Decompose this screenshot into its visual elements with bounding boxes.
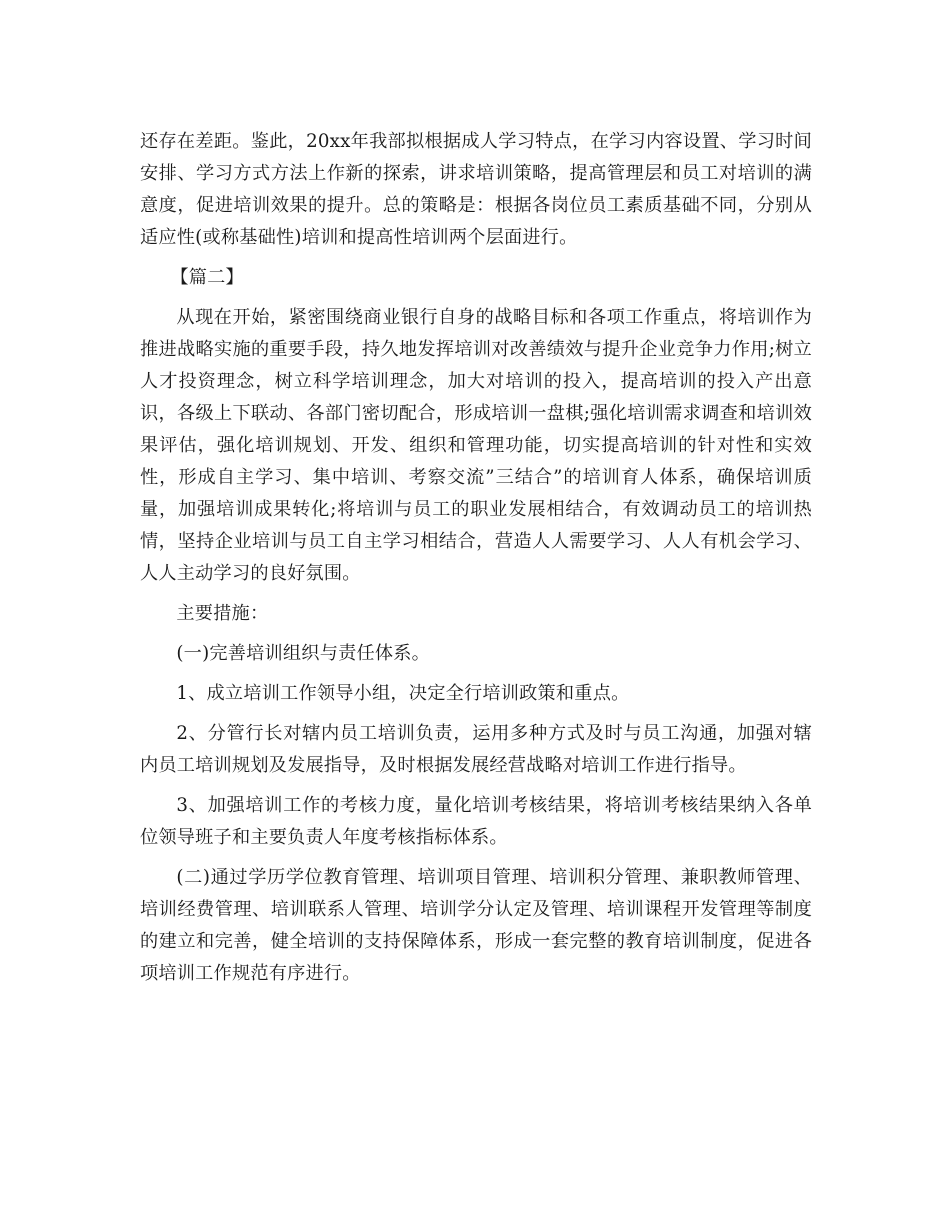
paragraph-gap	[140, 782, 812, 790]
section-heading: 【篇二】	[170, 267, 244, 288]
paragraph-measures-title: 主要措施：	[176, 603, 269, 624]
paragraph-measure-2: (二)通过学历学位教育管理、培训项目管理、培训积分管理、兼职教师管理、培训经费管理、培训联系人管理、培训学分认定及管理、培训课程开发管理等制度的建立和完善，健全培训的支持保障体系，形成一套完整的教育培训制度，促进各项培训工作规范有序进行。	[140, 867, 812, 984]
paragraph-continuation: 还存在差距。鉴此，20xx年我部拟根据成人学习特点，在学习内容设置、学习时间安排、学习方式方法上作新的探索，讲求培训策略，提高管理层和员工对培训的满意度，促进培训效果的提升。总的策略是：根据各岗位员工素质基础不同，分别从适应性(或称基础性)培训和提高性培训两个层面进行。	[140, 131, 812, 248]
paragraph-measure-1: (一)完善培训组织与责任体系。	[176, 643, 431, 664]
paragraph-item-1: 1、成立培训工作领导小组，决定全行培训政策和重点。	[176, 683, 630, 704]
paragraph-item-2: 2、分管行长对辖内员工培训负责，运用多种方式及时与员工沟通，加强对辖内员工培训规划及发展指导，及时根据发展经营战略对培训工作进行指导。	[140, 723, 812, 776]
document-body	[140, 126, 812, 990]
paragraph-gap	[140, 254, 812, 262]
paragraph-item-3: 3、加强培训工作的考核力度，量化培训考核结果，将培训考核结果纳入各单位领导班子和主要负责人年度考核指标体系。	[140, 795, 812, 848]
paragraph-gap	[140, 590, 812, 598]
paragraph-gap	[140, 294, 812, 302]
paragraph-gap	[140, 710, 812, 718]
paragraph-gap	[140, 630, 812, 638]
paragraph-strategy: 从现在开始，紧密围绕商业银行自身的战略目标和各项工作重点，将培训作为推进战略实施的重要手段，持久地发挥培训对改善绩效与提升企业竞争力作用;树立人才投资理念，树立科学培训理念，加大对培训的投入，提高培训的投入产出意识，各级上下联动、各部门密切配合，形成培训一盘棋;强化培训需求调查和培训效果评估，强化培训规划、开发、组织和管理功能，切实提高培训的针对性和实效性，形成自主学习、集中培训、考察交流”三结合”的培训育人体系，确保培训质量，加强培训成果转化;将培训与员工的职业发展相结合，有效调动员工的培训热情，坚持企业培训与员工自主学习相结合，营造人人需要学习、人人有机会学习、人人主动学习的良好氛围。	[140, 307, 812, 584]
paragraph-gap	[140, 670, 812, 678]
paragraph-gap	[140, 854, 812, 862]
